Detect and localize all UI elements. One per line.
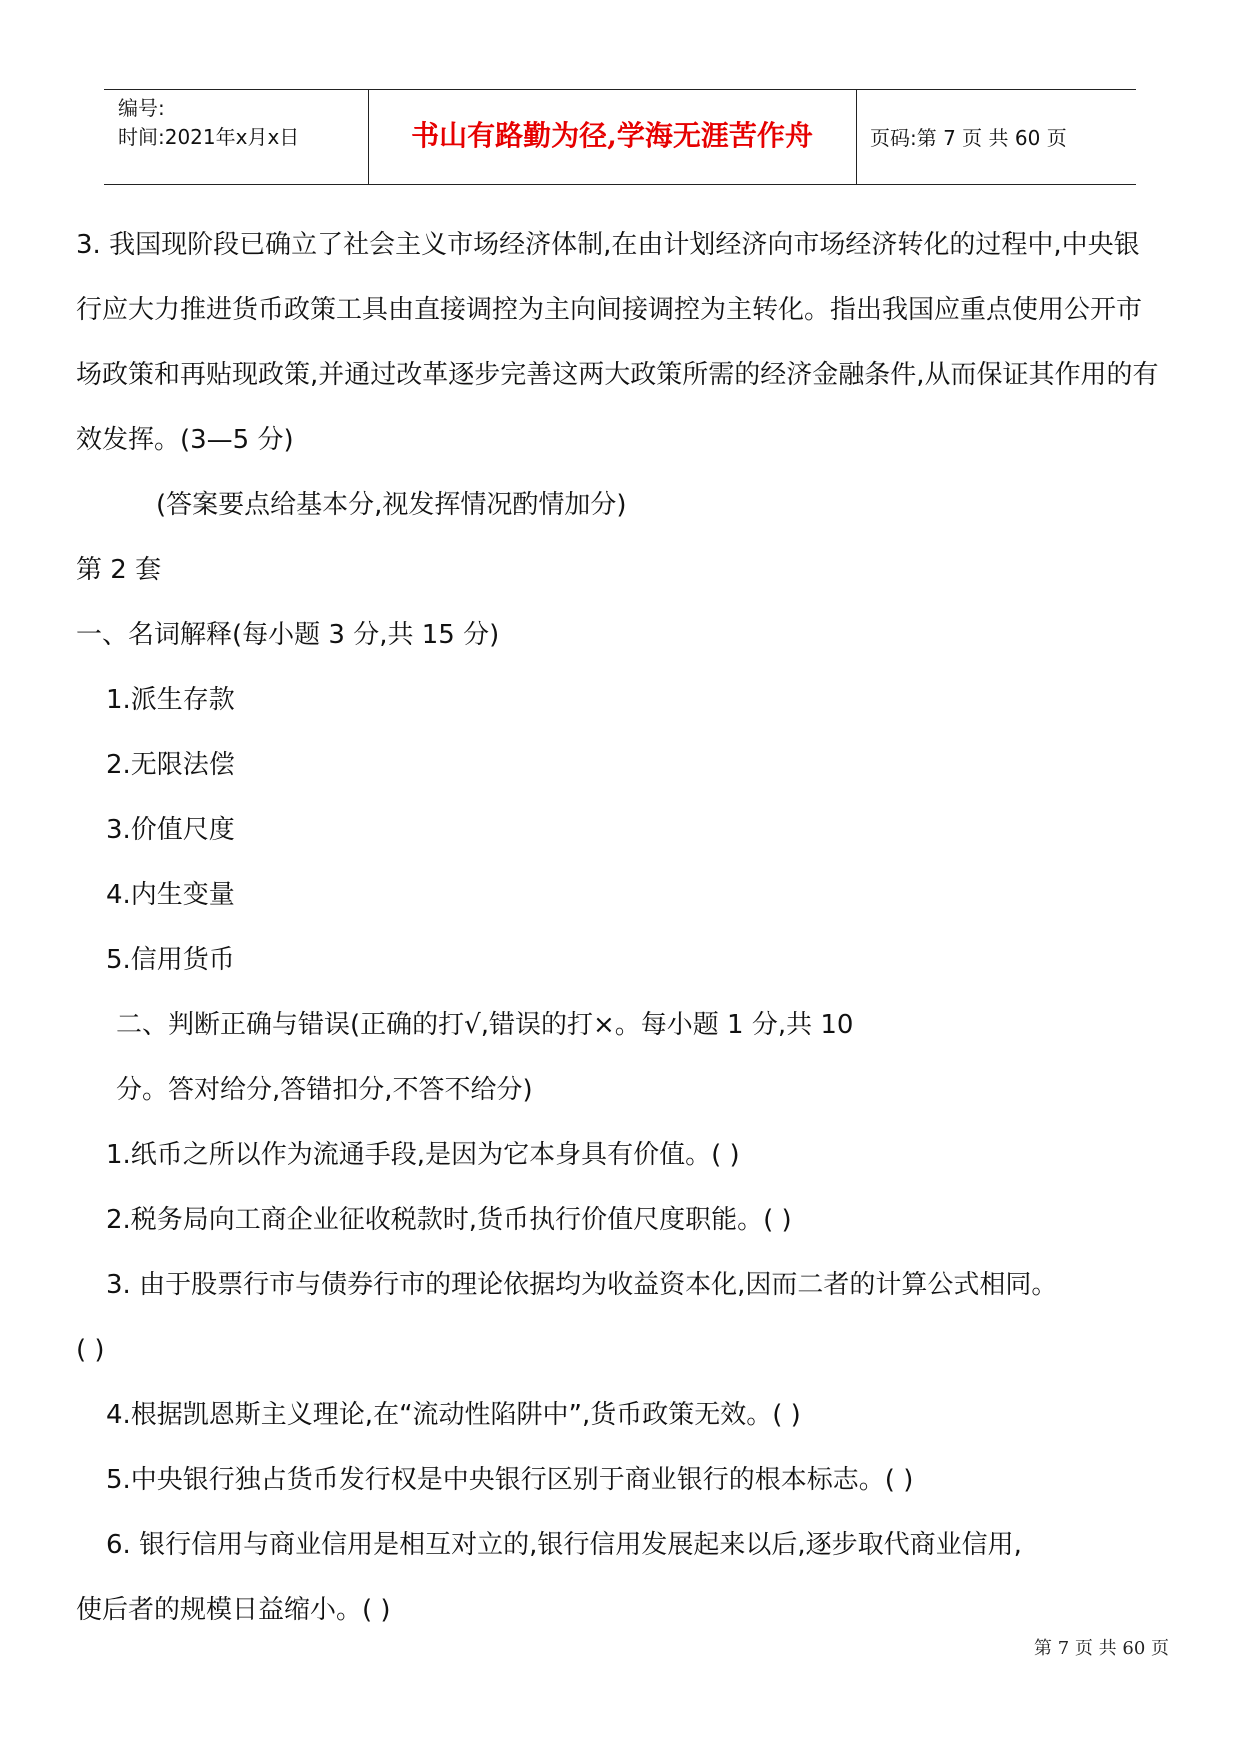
answer-paragraph: 3. 我国现阶段已确立了社会主义市场经济体制,在由计划经济向市场经济转化的过程中,中央银行应大力推进货币政策工具由直接调控为主向间接调控为主转化。指出我国应重点使用公开市场政策和再贴现政策,并通过改革逐步完善这两大政策所需的经济金融条件,从而保证其作用的有效发挥。(3—5 分) bbox=[76, 230, 1159, 455]
term-item: 3.价值尺度 bbox=[106, 815, 235, 845]
term-item: 2.无限法偿 bbox=[106, 750, 235, 780]
page-header bbox=[104, 89, 1136, 185]
true-false-item: 4.根据凯恩斯主义理论,在“流动性陷阱中”,货币政策无效。( ) bbox=[106, 1400, 801, 1430]
header-divider-right bbox=[856, 90, 857, 184]
section-title-terms: 一、名词解释(每小题 3 分,共 15 分) bbox=[76, 620, 500, 650]
set-title: 第 2 套 bbox=[76, 555, 162, 585]
scoring-note: (答案要点给基本分,视发挥情况酌情加分) bbox=[156, 490, 627, 520]
true-false-item: 6. 银行信用与商业信用是相互对立的,银行信用发展起来以后,逐步取代商业信用, bbox=[106, 1530, 1022, 1560]
serial-number-label: 编号: bbox=[118, 96, 165, 120]
term-item: 4.内生变量 bbox=[106, 880, 235, 910]
true-false-item-cont: 使后者的规模日益缩小。( ) bbox=[76, 1595, 391, 1625]
document-body bbox=[76, 213, 1176, 1643]
true-false-item: 5.中央银行独占货币发行权是中央银行区别于商业银行的根本标志。( ) bbox=[106, 1465, 914, 1495]
true-false-item: 1.纸币之所以作为流通手段,是因为它本身具有价值。( ) bbox=[106, 1140, 740, 1170]
true-false-item: 3. 由于股票行市与债券行市的理论依据均为收益资本化,因而二者的计算公式相同。 bbox=[106, 1270, 1058, 1300]
true-false-item-cont: ( ) bbox=[76, 1335, 105, 1365]
section-title-true-false-cont: 分。答对给分,答错扣分,不答不给分) bbox=[116, 1075, 533, 1105]
header-meta bbox=[118, 94, 299, 152]
header-page-number: 页码:第 7 页 共 60 页 bbox=[870, 126, 1067, 150]
term-item: 5.信用货币 bbox=[106, 945, 235, 975]
true-false-item: 2.税务局向工商企业征收税款时,货币执行价值尺度职能。( ) bbox=[106, 1205, 792, 1235]
page-footer: 第 7 页 共 60 页 bbox=[1034, 1638, 1169, 1659]
header-motto: 书山有路勤为径,学海无涯苦作舟 bbox=[411, 119, 813, 152]
section-title-true-false: 二、判断正确与错误(正确的打√,错误的打×。每小题 1 分,共 10 bbox=[116, 1010, 854, 1040]
date-label: 时间:2021年x月x日 bbox=[118, 125, 300, 149]
term-item: 1.派生存款 bbox=[106, 685, 235, 715]
